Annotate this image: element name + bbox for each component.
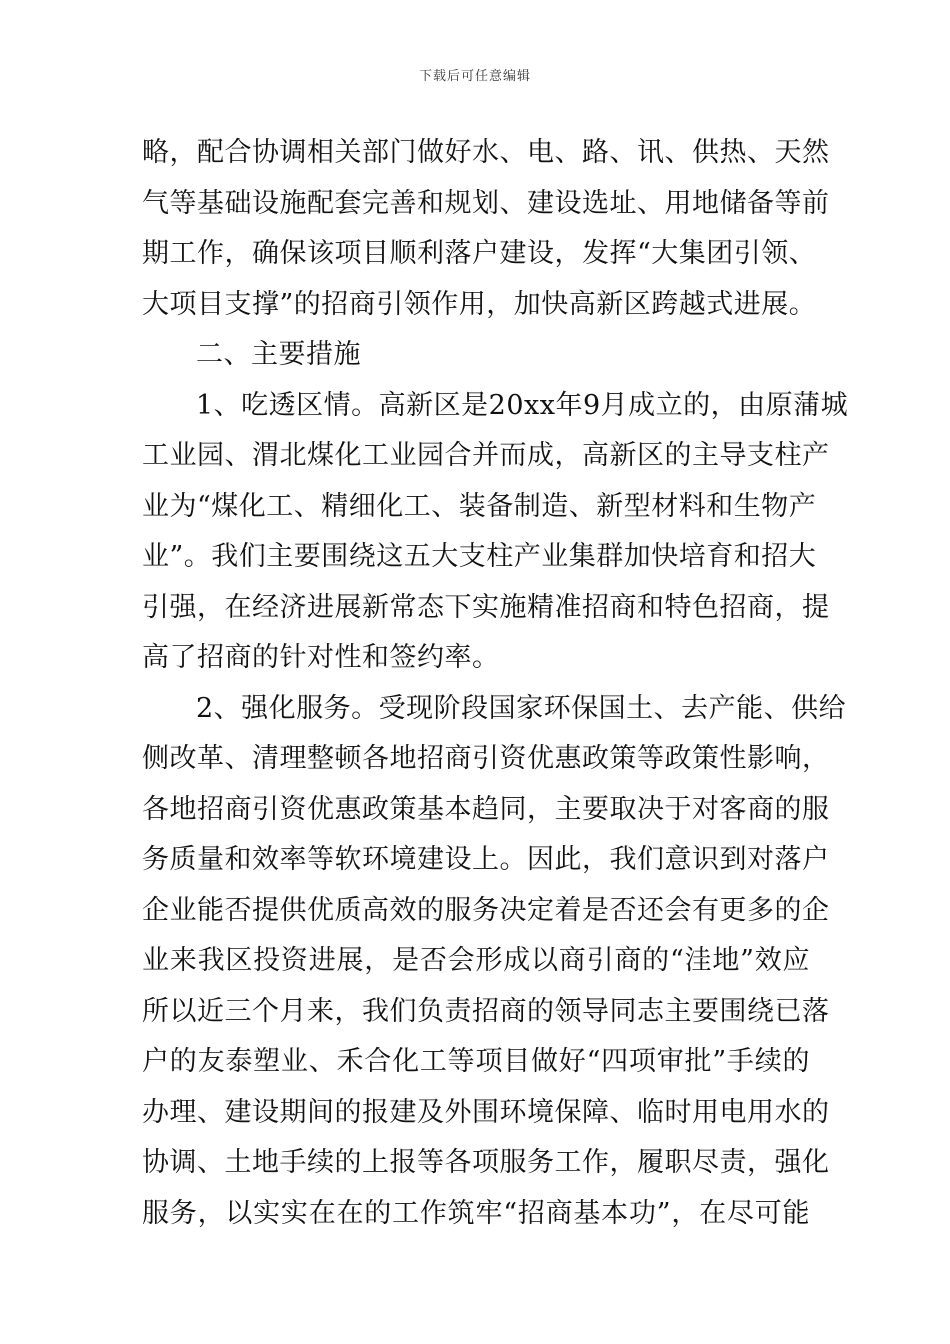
text-line: 户的友泰塑业、禾合化工等项目做好“四项审批”手续的 <box>142 1046 810 1077</box>
paragraph-start-line: 1、吃透区情。高新区是20xx年9月成立的，由原蒲城 <box>196 389 849 421</box>
text-line: 办理、建设期间的报建及外围环境保障、临时用电用水的 <box>142 1096 830 1128</box>
text-line: 侧改革、清理整顿各地招商引资优惠政策等政策性影响， <box>142 743 830 774</box>
paragraph-start-line: 2、强化服务。受现阶段国家环保国土、去产能、供给 <box>196 692 847 724</box>
text-line: 气等基础设施配套完善和规划、建设选址、用地储备等前 <box>142 187 830 219</box>
text-line: 业为“煤化工、精细化工、装备制造、新型材料和生物产 <box>142 490 817 522</box>
text-line: 大项目支撑”的招商引领作用，加快高新区跨越式进展。 <box>142 288 817 320</box>
text-line: 所以近三个月来，我们负责招商的领导同志主要围绕已落 <box>142 995 830 1027</box>
text-line: 高了招商的针对性和签约率。 <box>142 642 500 673</box>
text-line: 工业园、渭北煤化工业园合并而成，高新区的主导支柱产 <box>142 440 830 471</box>
header-note: 下载后可任意编辑 <box>418 69 531 84</box>
text-line: 协调、土地手续的上报等各项服务工作，履职尽责，强化 <box>142 1147 830 1178</box>
text-line: 业”。我们主要围绕这五大支柱产业集群加快培育和招大 <box>142 541 817 572</box>
text-line: 业来我区投资进展，是否会形成以商引商的“洼地”效应 <box>142 945 810 976</box>
text-line: 期工作，确保该项目顺利落户建设，发挥“大集团引领、 <box>142 238 817 269</box>
section-heading: 二、主要措施 <box>196 339 361 370</box>
text-line: 略，配合协调相关部门做好水、电、路、讯、供热、天然 <box>142 137 830 168</box>
text-line: 引强，在经济进展新常态下实施精准招商和特色招商，提 <box>142 591 830 623</box>
text-line: 各地招商引资优惠政策基本趋同，主要取决于对客商的服 <box>142 793 830 825</box>
document-body <box>142 128 849 1239</box>
text-line: 务质量和效率等软环境建设上。因此，我们意识到对落户 <box>142 844 830 875</box>
text-line: 企业能否提供优质高效的服务决定着是否还会有更多的企 <box>142 894 830 926</box>
text-line: 服务，以实实在在的工作筑牢“招商基本功”，在尽可能 <box>142 1197 810 1229</box>
